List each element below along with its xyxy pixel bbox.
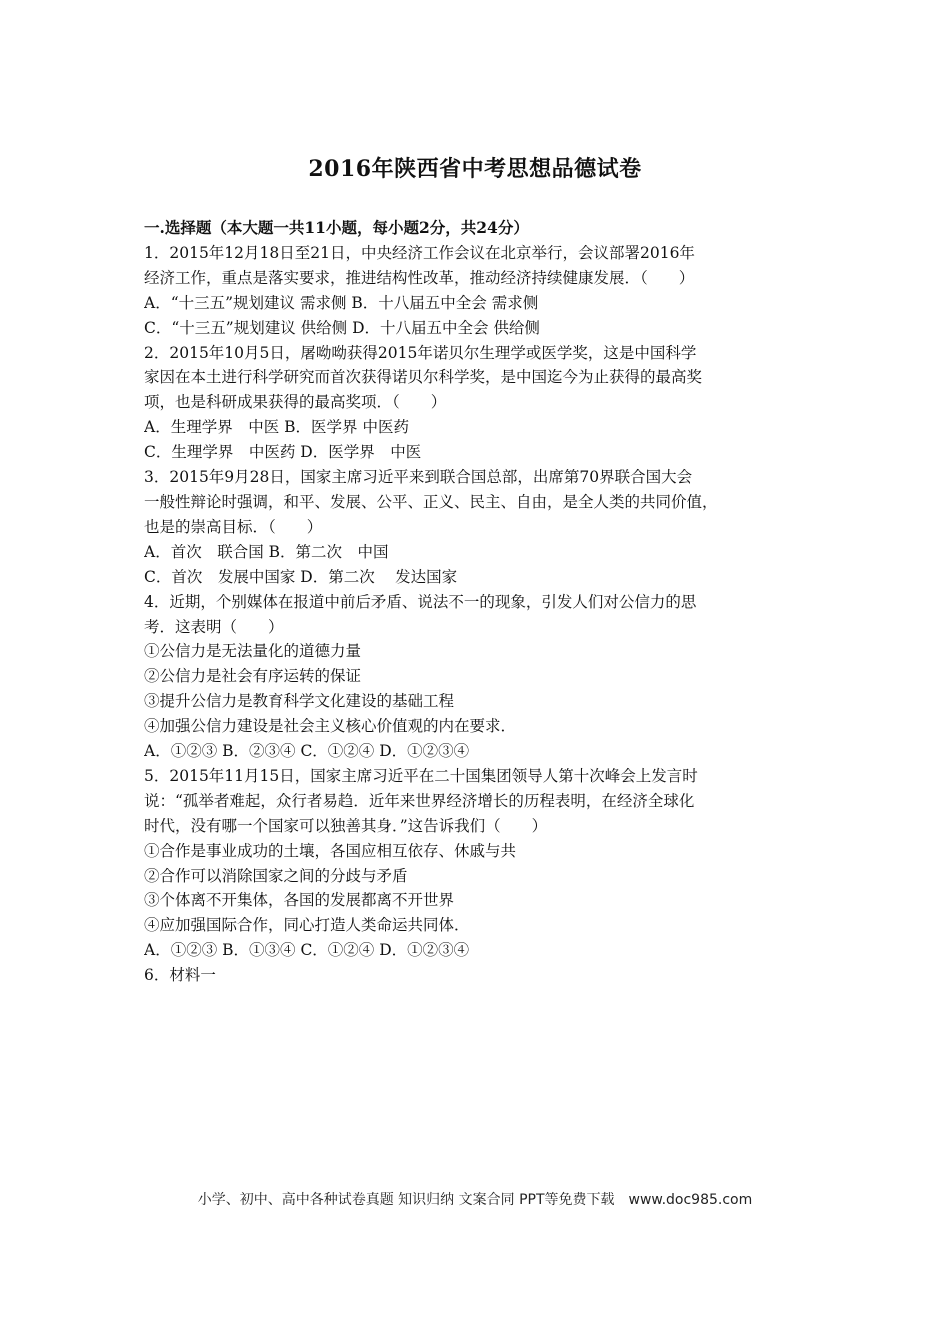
text-line: ③个体离不开集体，各国的发展都离不开世界 bbox=[144, 891, 455, 910]
text-line: 3．2015年9月28日，国家主席习近平来到联合国总部，出席第70界联合国大会 bbox=[144, 468, 693, 487]
text-line: ③提升公信力是教育科学文化建设的基础工程 bbox=[144, 692, 455, 711]
text-line: 家因在本土进行科学研究而首次获得诺贝尔科学奖，是中国迄今为止获得的最高奖 bbox=[144, 368, 703, 387]
text-line: 2．2015年10月5日，屠呦呦获得2015年诺贝尔生理学或医学奖，这是中国科学 bbox=[144, 343, 697, 362]
text-line: 6．材料一 bbox=[144, 966, 216, 985]
text-line: 一般性辩论时强调，和平、发展、公平、正义、民主、自由，是全人类的共同价值， bbox=[144, 492, 718, 511]
text-line: ④应加强国际合作，同心打造人类命运共同体． bbox=[144, 916, 470, 935]
page-title: 2016年陕西省中考思想品德试卷 bbox=[308, 156, 642, 182]
text-line: 项，也是科研成果获得的最高奖项．（ ） bbox=[144, 393, 447, 412]
text-line: ②公信力是社会有序运转的保证 bbox=[144, 667, 362, 686]
text-line: A．首次 联合国 B．第二次 中国 bbox=[144, 542, 389, 561]
page-footer: 小学、初中、高中各种试卷真题 知识归纳 文案合同 PPT等免费下载 www.doc985.com bbox=[197, 1192, 753, 1208]
text-line: 也是的崇高目标．（ ） bbox=[144, 517, 323, 536]
text-line: C．生理学界 中医药 D．医学界 中医 bbox=[144, 443, 422, 462]
text-line: C．“十三五”规划建议 供给侧 D．十八届五中全会 供给侧 bbox=[144, 318, 540, 337]
text-line: 时代，没有哪一个国家可以独善其身．”这告诉我们（ ） bbox=[144, 816, 548, 835]
text-line: 说：“孤举者难起，众行者易趋．近年来世界经济增长的历程表明，在经济全球化 bbox=[144, 791, 695, 810]
text-line: 5．2015年11月15日，国家主席习近平在二十国集团领导人第十次峰会上发言时 bbox=[144, 766, 698, 785]
text-line: A．①②③ B．②③④ C．①②④ D．①②③④ bbox=[144, 742, 470, 761]
text-line: 考．这表明（ ） bbox=[144, 617, 284, 636]
text-line: 1．2015年12月18日至21日，中央经济工作会议在北京举行，会议部署2016年 bbox=[144, 243, 695, 262]
text-line: 4．近期，个别媒体在报道中前后矛盾、说法不一的现象，引发人们对公信力的思 bbox=[144, 592, 697, 611]
text-line: ①合作是事业成功的土壤，各国应相互依存、休戚与共 bbox=[144, 841, 517, 860]
text-line: ④加强公信力建设是社会主义核心价值观的内在要求． bbox=[144, 717, 517, 736]
text-line: 经济工作，重点是落实要求，推进结构性改革，推动经济持续健康发展．（ ） bbox=[144, 268, 695, 287]
exam-content bbox=[144, 216, 816, 988]
text-line: ②合作可以消除国家之间的分歧与矛盾 bbox=[144, 866, 408, 885]
text-line: ①公信力是无法量化的道德力量 bbox=[144, 642, 362, 661]
text-line: C．首次 发展中国家 D．第二次 发达国家 bbox=[144, 567, 458, 586]
text-line: A．“十三五”规划建议 需求侧 B．十八届五中全会 需求侧 bbox=[144, 293, 539, 312]
text-line: A．生理学界 中医 B．医学界 中医药 bbox=[144, 418, 409, 437]
section-heading: 一.选择题（本大题一共11小题，每小题2分，共24分） bbox=[144, 218, 529, 237]
text-line: A．①②③ B．①③④ C．①②④ D．①②③④ bbox=[144, 941, 470, 960]
